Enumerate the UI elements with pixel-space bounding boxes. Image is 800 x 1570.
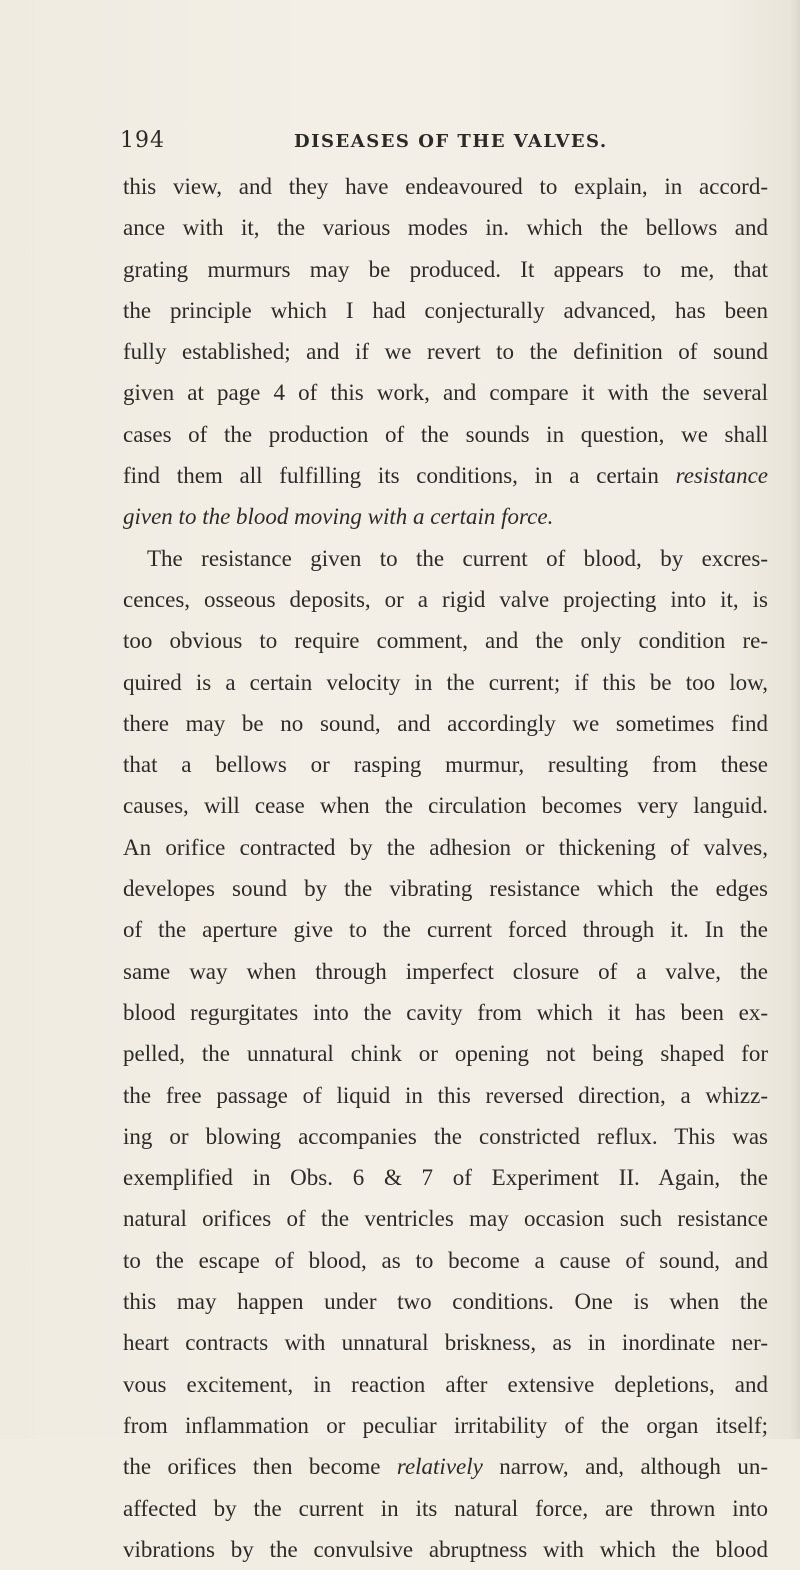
text-line: that a bellows or rasping murmur, resulting from these bbox=[123, 752, 768, 778]
running-head bbox=[120, 128, 760, 164]
text-line: the principle which I had conjecturally advanced, has been bbox=[123, 297, 768, 323]
text-line: grating murmurs may be produced. It appears to me, that bbox=[123, 256, 768, 282]
text-line: pelled, the unnatural chink or opening not being shaped for bbox=[123, 1041, 768, 1067]
page-number: 194 bbox=[120, 128, 165, 153]
text-line bbox=[123, 455, 768, 496]
text-line: affected by the current in its natural force, are thrown into bbox=[123, 1495, 768, 1521]
text-line: vous excitement, in reaction after extensive depletions, and bbox=[123, 1371, 768, 1397]
text-line: this view, and they have endeavoured to explain, in accord- bbox=[123, 174, 768, 199]
text-line: from inflammation or peculiar irritability of the organ itself; bbox=[123, 1412, 768, 1438]
text-line: cases of the production of the sounds in question, we shall bbox=[123, 421, 768, 447]
page-edge-shadow bbox=[790, 0, 800, 1439]
italic-run: relatively bbox=[396, 1454, 483, 1480]
text-line: given at page 4 of this work, and compare it with the several bbox=[123, 380, 768, 406]
text-line: An orifice contracted by the adhesion or thickening of valves, bbox=[123, 834, 768, 860]
text-line: too obvious to require comment, and the only condition re- bbox=[123, 628, 768, 654]
text-line: The resistance given to the current of blood, by excres- bbox=[147, 545, 768, 571]
text-line: there may be no sound, and accordingly we sometimes find bbox=[123, 710, 768, 736]
text-line: exemplified in Obs. 6 & 7 of Experiment II. Again, the bbox=[123, 1165, 768, 1191]
text-run: find them all fulfilling its conditions, in a certain bbox=[123, 463, 676, 489]
text-line: heart contracts with unnatural briskness, as in inordinate ner- bbox=[123, 1330, 768, 1356]
text-line bbox=[123, 1446, 768, 1487]
text-line: vibrations by the convulsive abruptness with which the blood bbox=[123, 1536, 768, 1562]
text-line: causes, will cease when the circulation becomes very languid. bbox=[123, 793, 768, 819]
text-line: of the aperture give to the current forced through it. In the bbox=[123, 917, 768, 943]
text-line: developes sound by the vibrating resistance which the edges bbox=[123, 876, 768, 902]
text-line: cences, osseous deposits, or a rigid valve projecting into it, is bbox=[123, 586, 768, 612]
text-line: ance with it, the various modes in. which the bellows and bbox=[123, 215, 768, 241]
text-line: fully established; and if we revert to the definition of sound bbox=[123, 339, 768, 365]
text-run: narrow, and, although un- bbox=[482, 1454, 768, 1480]
body-text bbox=[123, 166, 768, 1570]
italic-run: resistance bbox=[675, 463, 768, 489]
text-line: natural orifices of the ventricles may occasion such resistance bbox=[123, 1206, 768, 1232]
text-line: this may happen under two conditions. One is when the bbox=[123, 1289, 768, 1315]
text-run: the orifices then become bbox=[123, 1454, 397, 1480]
text-line: quired is a certain velocity in the current; if this be too low, bbox=[123, 669, 768, 695]
italic-run: given to the blood moving with a certain force. bbox=[123, 504, 554, 530]
running-title: DISEASES OF THE VALVES. bbox=[294, 131, 608, 152]
text-line: to the escape of blood, as to become a cause of sound, and bbox=[123, 1247, 768, 1273]
text-line: same way when through imperfect closure of a valve, the bbox=[123, 958, 768, 984]
text-line bbox=[123, 496, 768, 537]
text-line: ing or blowing accompanies the constricted reflux. This was bbox=[123, 1123, 768, 1149]
text-line: blood regurgitates into the cavity from which it has been ex- bbox=[123, 999, 768, 1025]
text-line: the free passage of liquid in this reversed direction, a whizz- bbox=[123, 1082, 768, 1108]
